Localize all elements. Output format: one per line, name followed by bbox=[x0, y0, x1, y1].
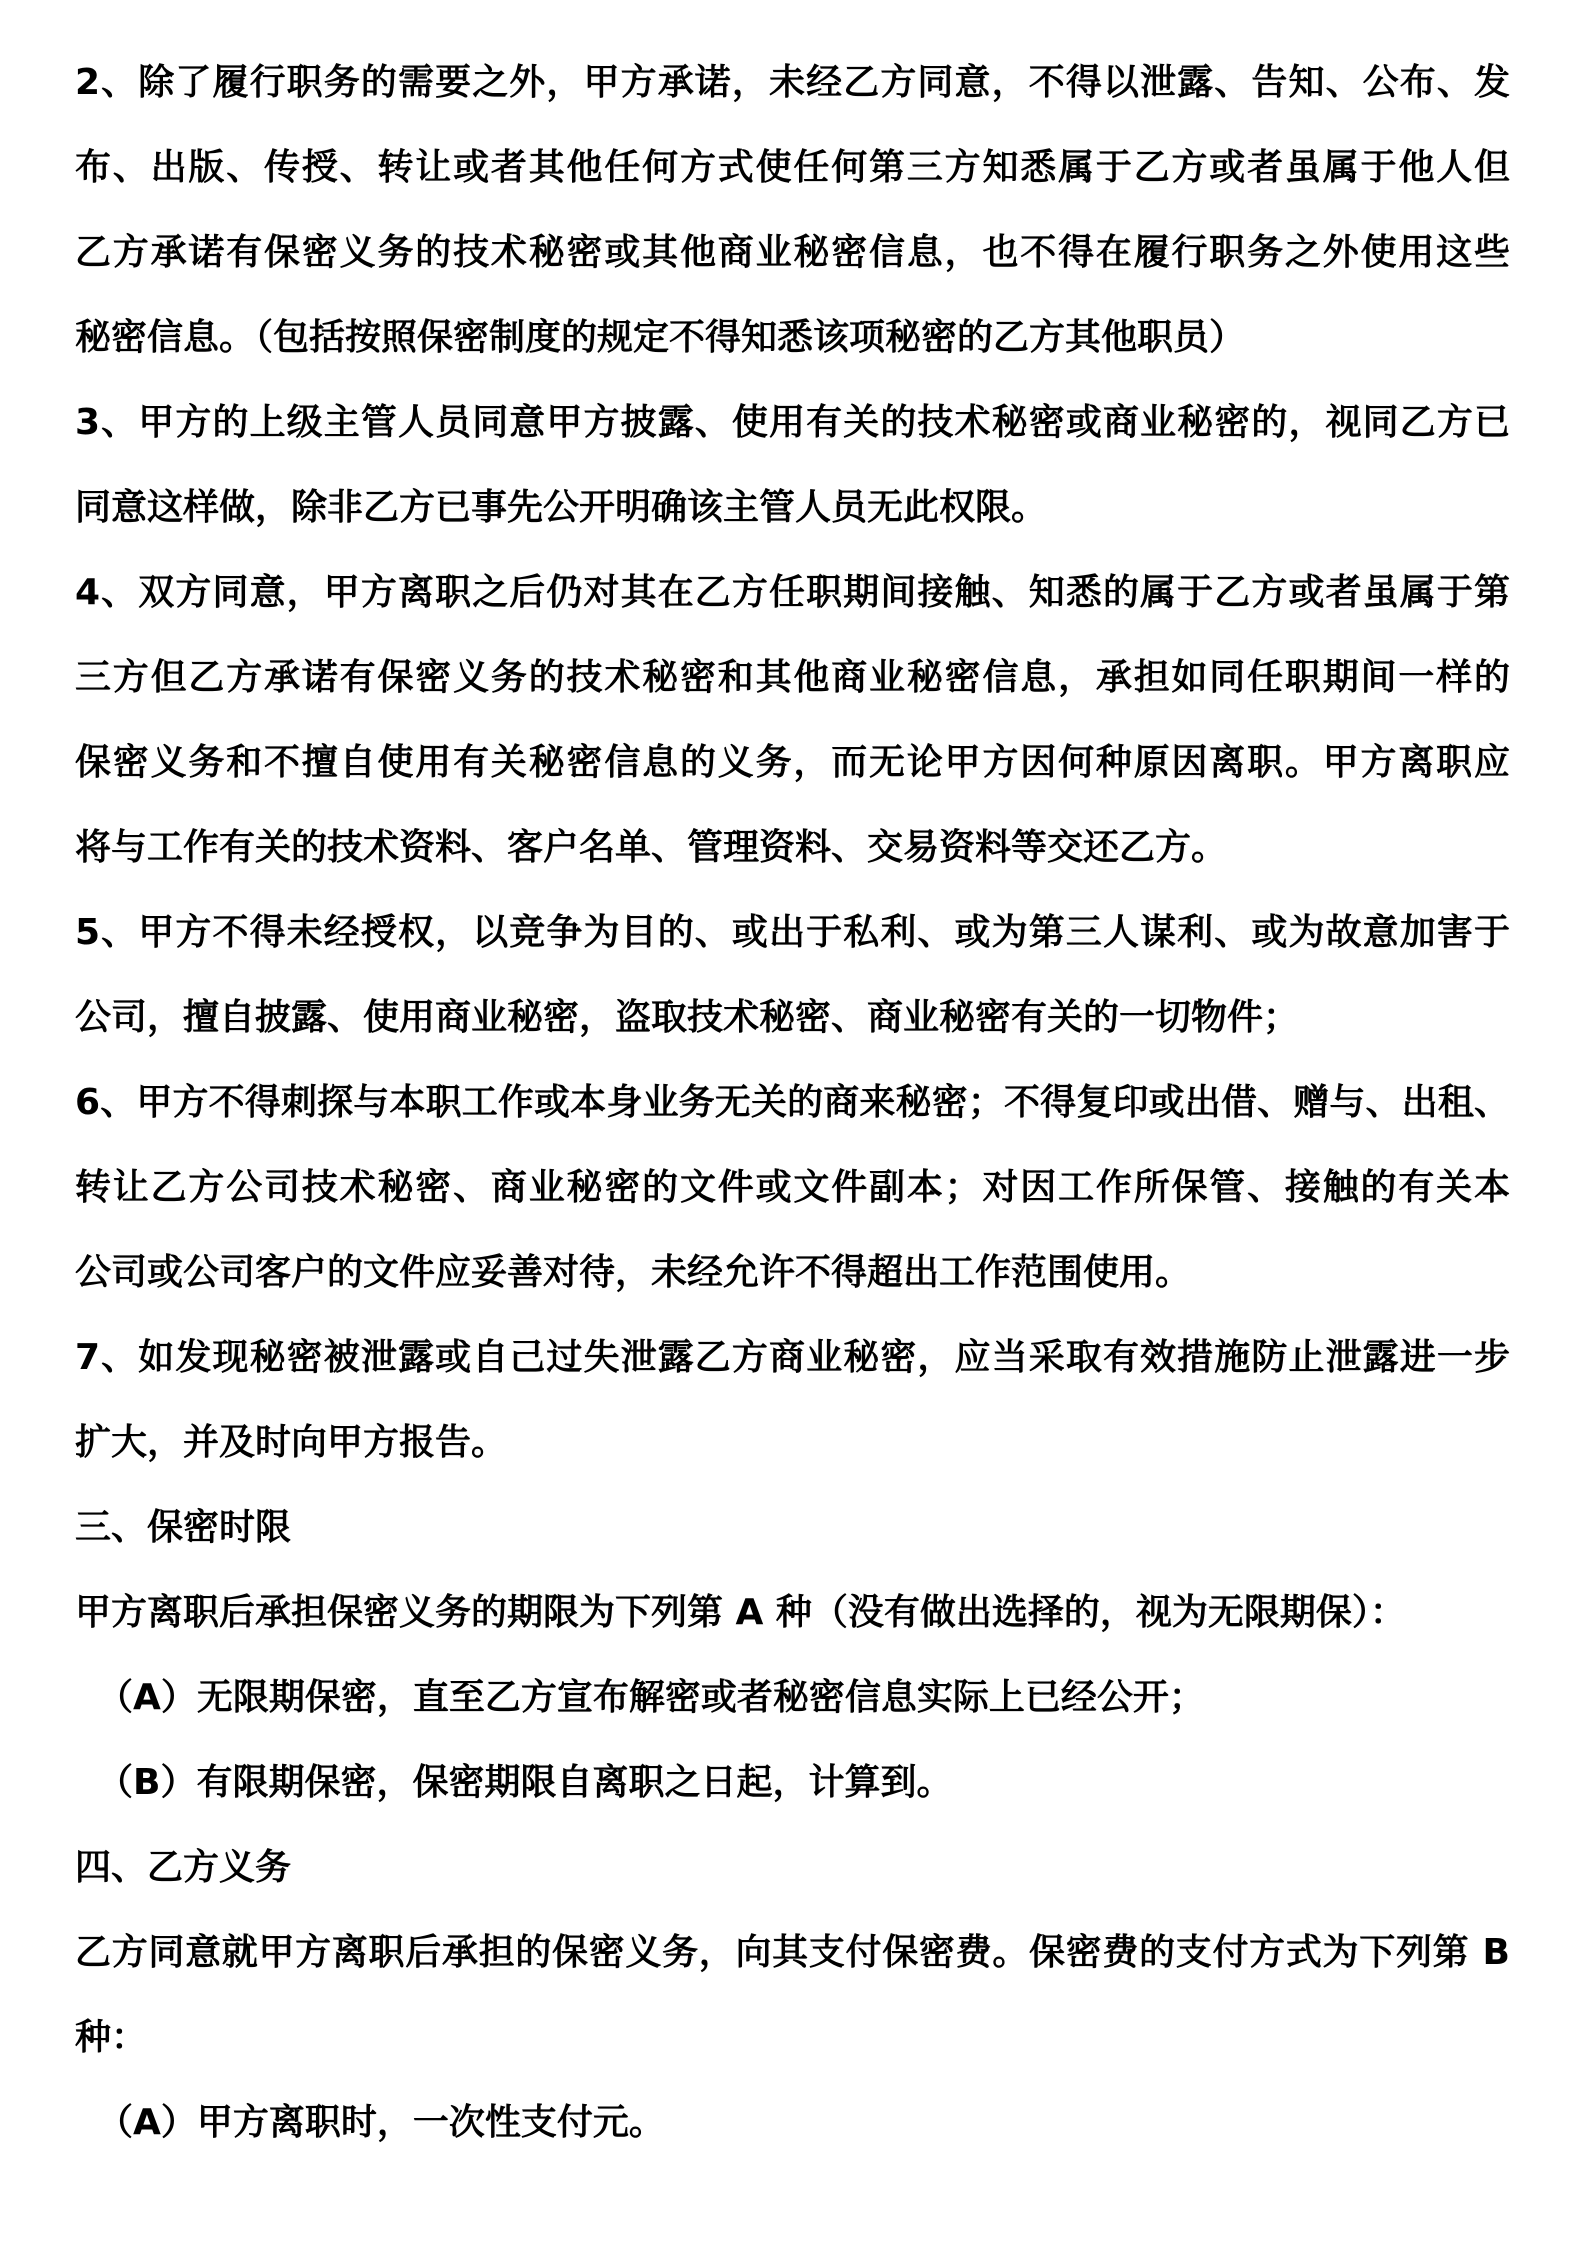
option-b-line: （B）有限期保密，保密期限自离职之日起，计算到。 bbox=[97, 1762, 953, 1803]
section-heading-confidentiality-period: 三、保密时限 bbox=[75, 1507, 292, 1548]
document-line: 转让乙方公司技术秘密、商业秘密的文件或文件副本；对因工作所保管、接触的有关本 bbox=[75, 1167, 1510, 1208]
document-line: 秘密信息。（包括按照保密制度的规定不得知悉该项秘密的乙方其他职员） bbox=[75, 317, 1246, 358]
document-line: 乙方承诺有保密义务的技术秘密或其他商业秘密信息，也不得在履行职务之外使用这些 bbox=[75, 232, 1510, 273]
document-line: 6、甲方不得刺探与本职工作或本身业务无关的商来秘密；不得复印或出借、赠与、出租、 bbox=[75, 1082, 1510, 1123]
document-line: 3、甲方的上级主管人员同意甲方披露、使用有关的技术秘密或商业秘密的，视同乙方已 bbox=[75, 402, 1510, 443]
document-line: 公司或公司客户的文件应妥善对待，未经允许不得超出工作范围使用。 bbox=[75, 1252, 1192, 1293]
document-line: 2、除了履行职务的需要之外，甲方承诺，未经乙方同意，不得以泄露、告知、公布、发 bbox=[75, 62, 1510, 103]
document-line: 甲方离职后承担保密义务的期限为下列第 A 种（没有做出选择的，视为无限期保）： bbox=[75, 1592, 1406, 1633]
document-line: 4、双方同意，甲方离职之后仍对其在乙方任职期间接触、知悉的属于乙方或者虽属于第 bbox=[75, 572, 1510, 613]
document-line: 7、如发现秘密被泄露或自己过失泄露乙方商业秘密，应当采取有效措施防止泄露进一步 bbox=[75, 1337, 1510, 1378]
document-line: 三方但乙方承诺有保密义务的技术秘密和其他商业秘密信息，承担如同任职期间一样的 bbox=[75, 657, 1510, 698]
document-line: 扩大，并及时向甲方报告。 bbox=[75, 1422, 508, 1463]
document-line: 将与工作有关的技术资料、客户名单、管理资料、交易资料等交还乙方。 bbox=[75, 827, 1228, 868]
document-line: 同意这样做，除非乙方已事先公开明确该主管人员无此权限。 bbox=[75, 487, 1048, 528]
document-line: 乙方同意就甲方离职后承担的保密义务，向其支付保密费。保密费的支付方式为下列第 B bbox=[75, 1932, 1510, 1973]
document-line: 5、甲方不得未经授权，以竞争为目的、或出于私利、或为第三人谋利、或为故意加害于 bbox=[75, 912, 1510, 953]
document-line: 种： bbox=[75, 2017, 148, 2058]
option-a-line: （A）无限期保密，直至乙方宣布解密或者秘密信息实际上已经公开； bbox=[97, 1677, 1205, 1718]
document-line: 保密义务和不擅自使用有关秘密信息的义务，而无论甲方因何种原因离职。甲方离职应 bbox=[75, 742, 1510, 783]
section-heading-party-b-obligations: 四、乙方义务 bbox=[75, 1847, 292, 1888]
option-a-line: （A）甲方离职时，一次性支付元。 bbox=[97, 2102, 665, 2143]
document-line: 布、出版、传授、转让或者其他任何方式使任何第三方知悉属于乙方或者虽属于他人但 bbox=[75, 147, 1510, 188]
document-line: 公司，擅自披露、使用商业秘密，盗取技术秘密、商业秘密有关的一切物件； bbox=[75, 997, 1300, 1038]
